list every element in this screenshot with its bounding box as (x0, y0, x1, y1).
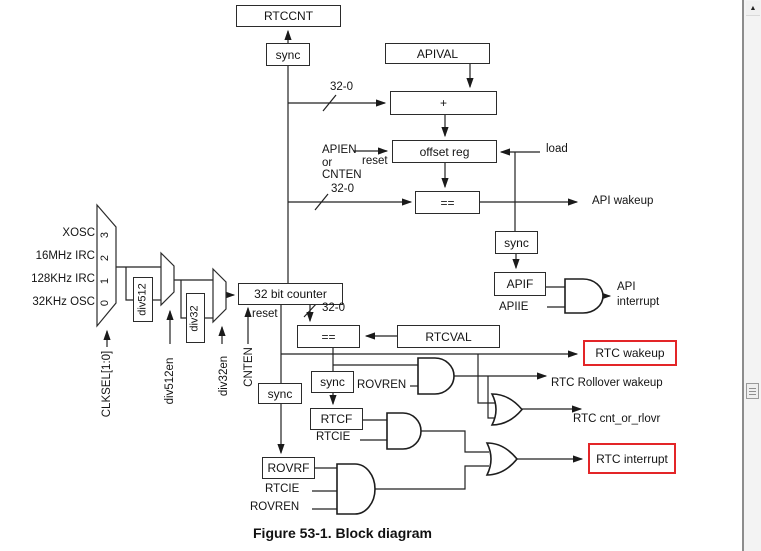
rtc-interrupt-or-gate (487, 443, 517, 475)
counter-box: 32 bit counter (238, 283, 343, 305)
rtcf-and-gate (387, 413, 421, 449)
mux-select-3: 3 (99, 231, 111, 239)
rovrf-and-gate (337, 464, 375, 514)
rtc-interrupt-output-box: RTC interrupt (588, 443, 676, 474)
mux-select-1: 1 (99, 277, 111, 285)
div512-label: div512 (136, 283, 149, 316)
api-interrupt-label-line1: API (617, 281, 636, 293)
thumb-grip-icon (749, 388, 756, 395)
rtc-rollover-wakeup-label: RTC Rollover wakeup (551, 377, 663, 389)
apien-label-line2: or (322, 157, 333, 169)
cnten-label: CNTEN (243, 347, 255, 387)
div512-box (133, 277, 153, 322)
rovren-mid-label: ROVREN (357, 379, 407, 391)
clksel-label: CLKSEL[1:0] (101, 350, 113, 418)
api-compare-box: == (415, 191, 480, 214)
rtcval-box: RTCVAL (397, 325, 500, 348)
div512-mux (161, 253, 174, 305)
rtcf-box: RTCF (310, 408, 363, 430)
rtc-compare-box: == (297, 325, 360, 348)
rovren-bottom-label: ROVREN (250, 501, 300, 513)
api-interrupt-label-line2: interrupt (617, 296, 660, 308)
apien-label-line3: CNTEN (322, 169, 362, 181)
apiie-label: APIIE (499, 301, 529, 313)
offset-reset-label: reset (362, 155, 388, 167)
scroll-up-button[interactable] (746, 1, 760, 16)
rovren-and-gate (418, 358, 454, 394)
mux-select-0: 0 (99, 299, 111, 307)
rtcie-bottom-label: RTCIE (265, 483, 300, 495)
clock-input-xosc-label: XOSC (62, 227, 95, 239)
clock-input-32khz-label: 32KHz OSC (32, 296, 95, 308)
rtc-sync-box: sync (311, 371, 354, 393)
div32-label: div32 (189, 304, 202, 332)
load-label: load (546, 143, 568, 155)
clock-input-128khz-label: 128KHz IRC (31, 273, 95, 285)
apien-label-line1: APIEN (322, 144, 357, 156)
div32-mux (213, 269, 226, 322)
api-sync-box: sync (495, 231, 538, 254)
apival-box: APIVAL (385, 43, 490, 64)
cnt-or-rlovr-or-gate (492, 394, 522, 425)
figure-caption: Figure 53-1. Block diagram (253, 525, 432, 541)
rtc-cnt-or-rlovr-label: RTC cnt_or_rlovr (573, 413, 661, 425)
scrollbar-thumb[interactable] (746, 383, 759, 399)
clock-input-16mhz-label: 16MHz IRC (35, 250, 95, 262)
adder-box: + (390, 91, 497, 115)
bus-width-counter-label: 32-0 (322, 302, 346, 314)
offset-reg-box: offset reg (392, 140, 497, 163)
mux-select-2: 2 (99, 254, 111, 262)
rtcie-mid-label: RTCIE (316, 431, 351, 443)
rollover-sync-box: sync (258, 383, 302, 404)
rtccnt-box: RTCCNT (236, 5, 341, 27)
div512en-label: div512en (164, 357, 176, 405)
div32-box (186, 293, 205, 343)
scroll-up-icon: ▲ (749, 4, 757, 12)
bus-width-compare-label: 32-0 (331, 183, 355, 195)
bus-width-adder-label: 32-0 (330, 81, 354, 93)
scrollbar-track[interactable] (742, 0, 761, 551)
apif-box: APIF (494, 272, 546, 296)
sync-top-box: sync (266, 43, 310, 66)
counter-reset-label: reset (252, 308, 278, 320)
rtc-wakeup-output-box: RTC wakeup (583, 340, 677, 366)
div32en-label: div32en (218, 355, 230, 397)
api-wakeup-label: API wakeup (592, 195, 654, 207)
rovrf-box: ROVRF (262, 457, 315, 479)
api-and-gate (565, 279, 603, 313)
